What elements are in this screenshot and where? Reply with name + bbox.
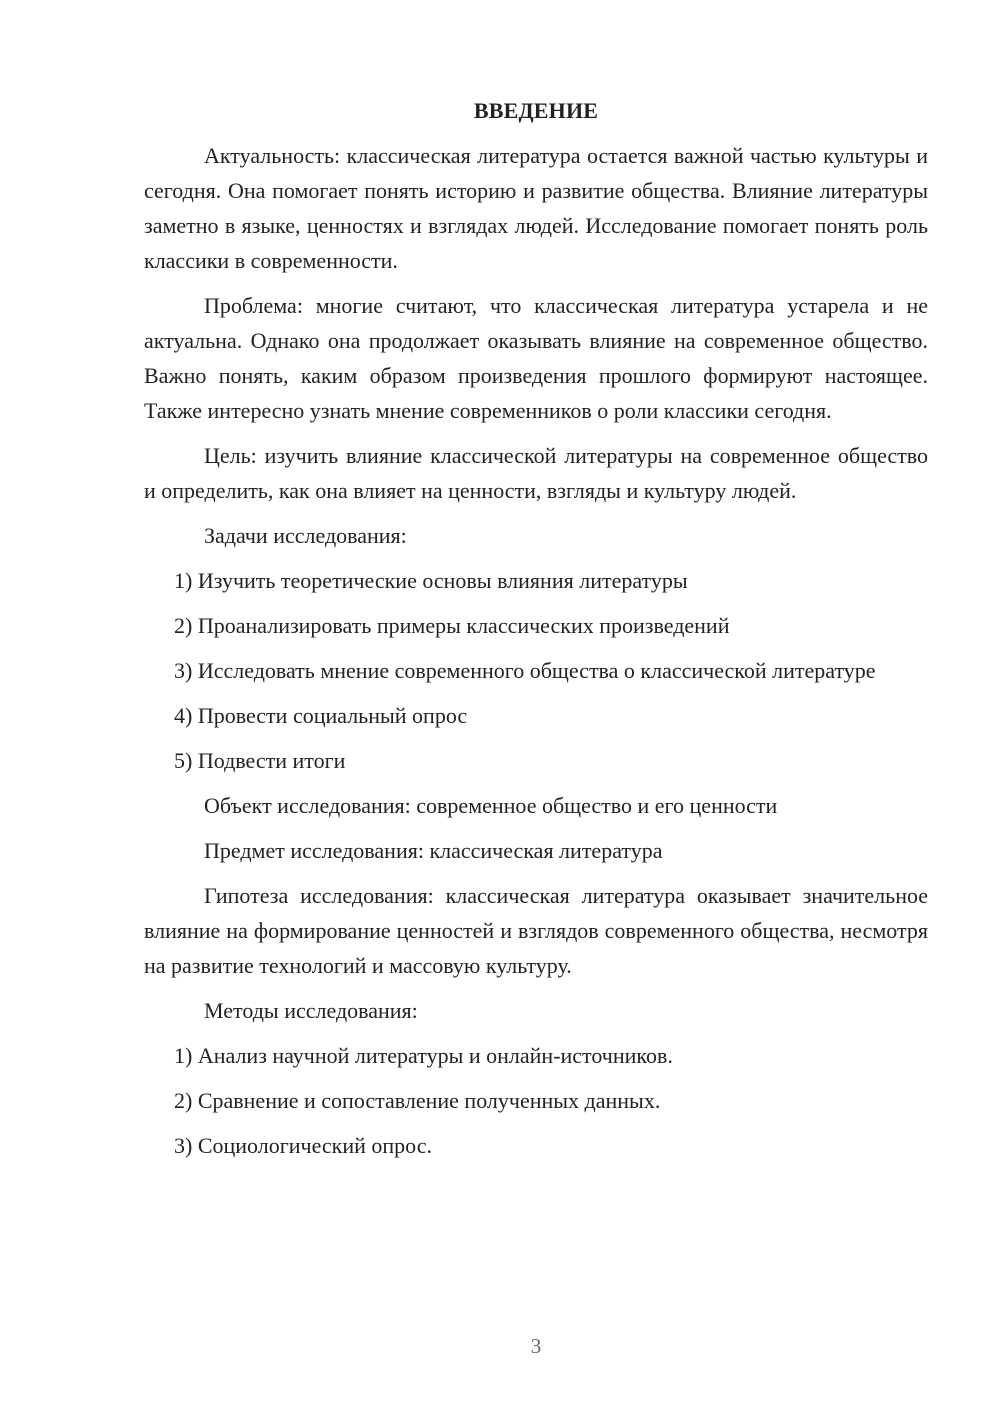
goal-paragraph: Цель: изучить влияние классической литературы на современное общество и определить, как она влияет на ценности, взгляды и культуру людей.	[144, 443, 928, 503]
task-item: 5) Подвести итоги	[174, 748, 346, 773]
section-title: ВВЕДЕНИЕ	[473, 98, 599, 123]
task-item: 3) Исследовать мнение современного общества о классической литературе	[174, 658, 876, 683]
method-item: 3) Социологический опрос.	[174, 1133, 432, 1158]
task-item: 1) Изучить теоретические основы влияния литературы	[174, 568, 688, 593]
page-number: 3	[530, 1334, 542, 1358]
method-item: 2) Сравнение и сопоставление полученных данных.	[174, 1088, 661, 1113]
subject-paragraph: Предмет исследования: классическая литература	[204, 838, 663, 863]
methods-heading: Методы исследования:	[204, 998, 418, 1023]
hypothesis-paragraph: Гипотеза исследования: классическая литература оказывает значительное влияние на формирование ценностей и взглядов современного общества, несмотря на развитие технологий и массовую культуру.	[144, 883, 928, 978]
method-item: 1) Анализ научной литературы и онлайн-источников.	[174, 1043, 673, 1068]
page-content	[144, 96, 928, 1173]
tasks-heading: Задачи исследования:	[204, 523, 407, 548]
problem-paragraph: Проблема: многие считают, что классическая литература устарела и не актуальна. Однако она продолжает оказывать влияние на современное общество. Важно понять, каким образом произведения прошлого формируют настоящее. Также интересно узнать мнение современников о роли классики сегодня.	[144, 293, 928, 423]
relevance-paragraph: Актуальность: классическая литература остается важной частью культуры и сегодня. Она помогает понять историю и развитие общества. Влияние литературы заметно в языке, ценностях и взглядах людей. Исследование помогает понять роль классики в современности.	[144, 143, 928, 273]
object-paragraph: Объект исследования: современное общество и его ценности	[204, 793, 778, 818]
task-item: 2) Проанализировать примеры классических произведений	[174, 613, 730, 638]
task-item: 4) Провести социальный опрос	[174, 703, 468, 728]
